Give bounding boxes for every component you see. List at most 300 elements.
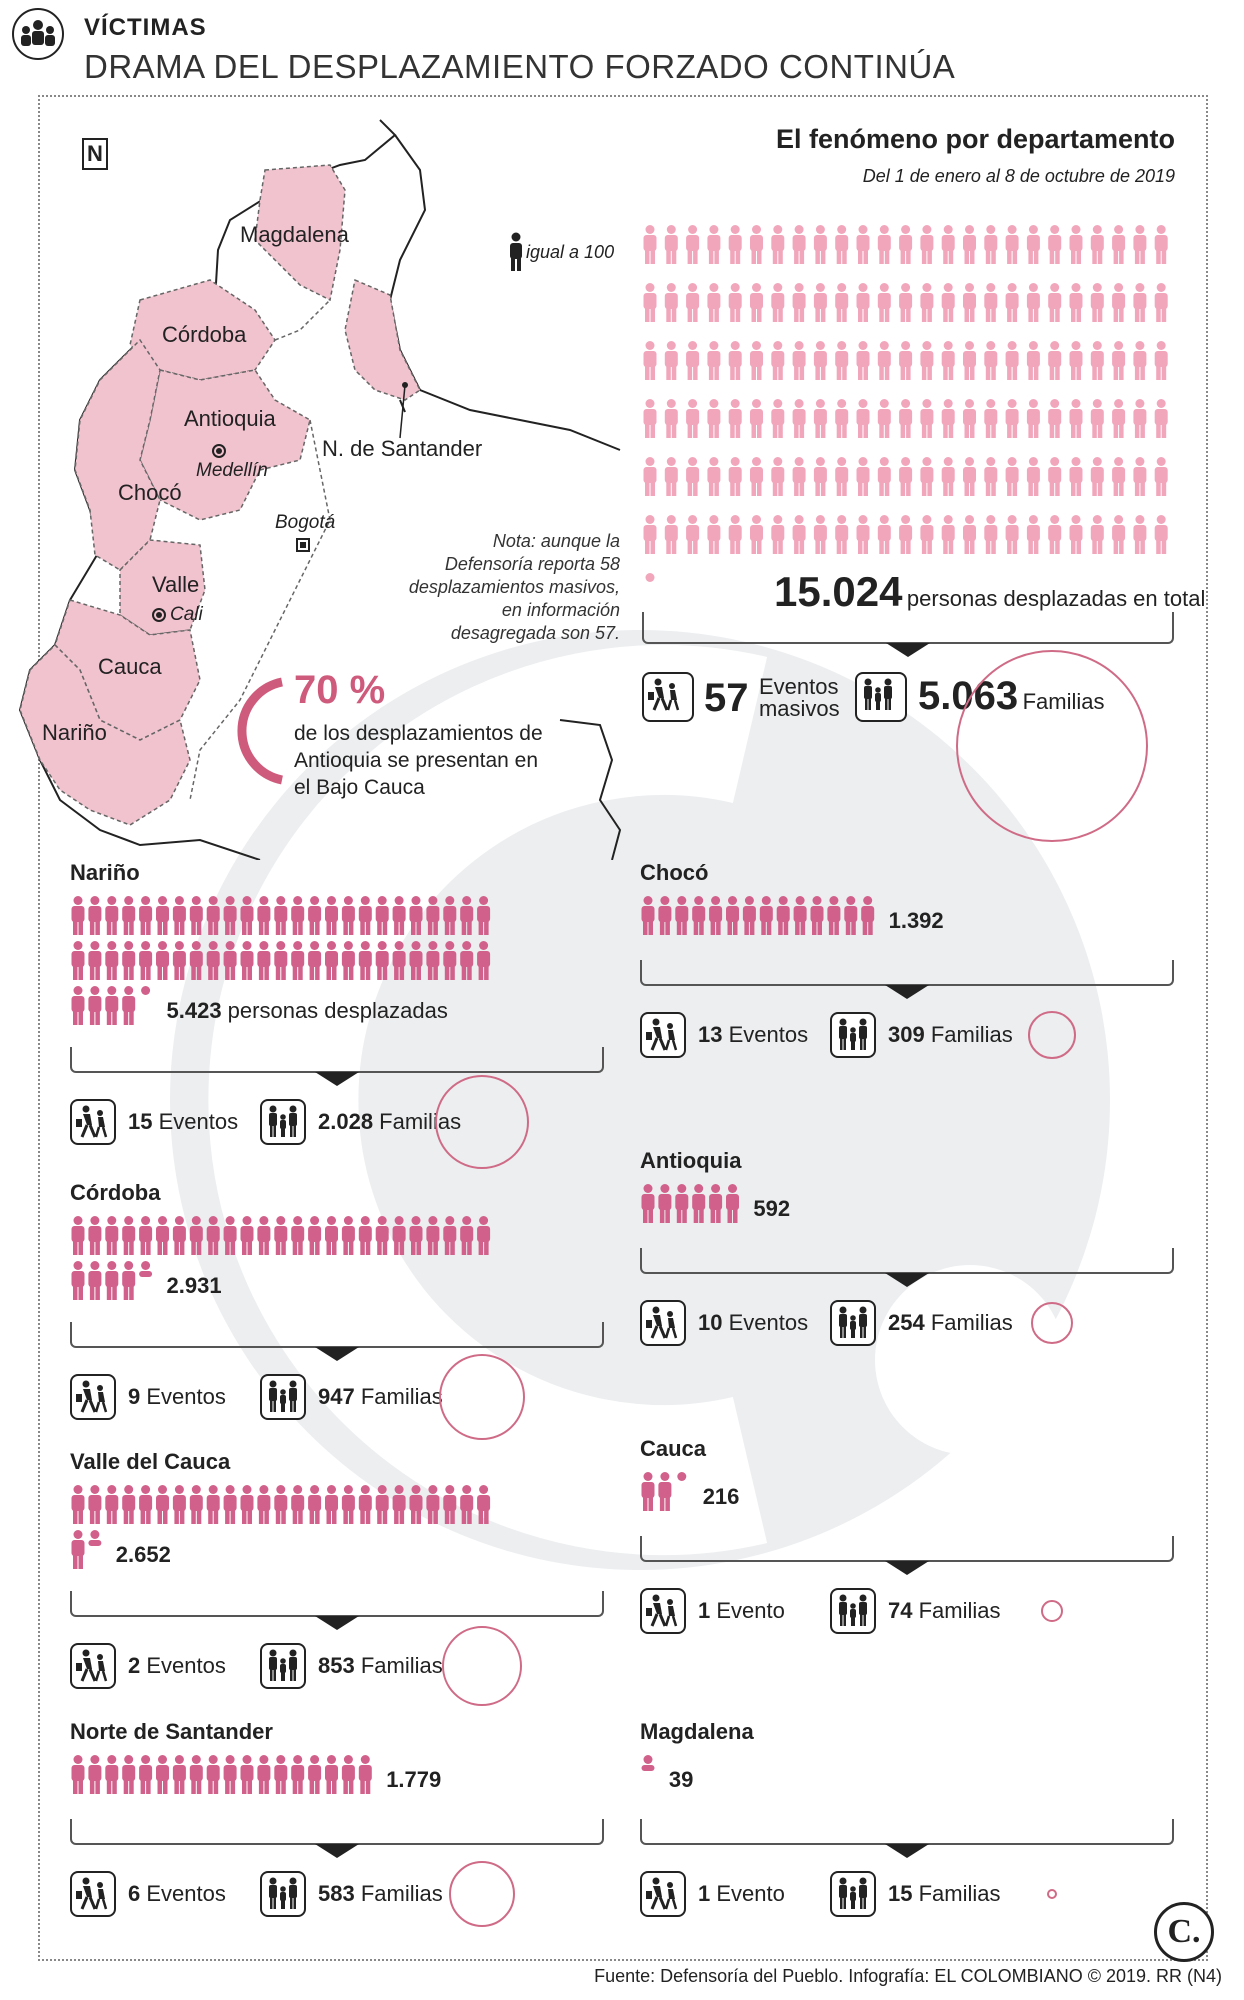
person-icon <box>686 225 699 264</box>
person-icon <box>1027 515 1040 554</box>
person-icon <box>156 896 169 935</box>
person-icon <box>291 1755 304 1794</box>
person-icon <box>1112 399 1125 438</box>
person-icon <box>920 283 933 322</box>
person-icon <box>920 225 933 264</box>
department-title: Nariño <box>70 860 140 885</box>
person-icon <box>426 941 439 980</box>
person-icon <box>156 1485 169 1524</box>
person-icon <box>771 399 784 438</box>
person-icon <box>1112 341 1125 380</box>
department-persons-value: 1.392 <box>888 908 944 933</box>
person-icon <box>190 896 203 935</box>
map-label-medellin: Medellín <box>196 460 268 481</box>
person-icon <box>984 225 997 264</box>
person-icon <box>88 1755 101 1794</box>
person-icon <box>1133 457 1146 496</box>
family-icon <box>830 1588 876 1634</box>
department-events-label: Evento <box>716 1881 785 1906</box>
department-families-value: 74 <box>888 1598 919 1623</box>
person-icon <box>257 1755 270 1794</box>
person-icon <box>686 399 699 438</box>
person-icon <box>173 1216 186 1255</box>
person-icon <box>878 341 891 380</box>
person-icon <box>139 1216 152 1255</box>
person-icon <box>984 457 997 496</box>
displacement-event-icon <box>70 1871 116 1917</box>
department-events-value: 1 <box>698 1598 717 1623</box>
department-events-label: Eventos <box>728 1022 809 1047</box>
displacement-event-icon <box>640 1300 686 1346</box>
person-icon <box>1048 457 1061 496</box>
person-icon <box>658 896 671 935</box>
person-icon <box>241 1755 254 1794</box>
person-icon <box>1070 457 1083 496</box>
person-icon <box>443 1216 456 1255</box>
department-persons-label: personas desplazadas <box>221 998 448 1023</box>
person-icon <box>1070 515 1083 554</box>
person-icon <box>771 341 784 380</box>
person-icon <box>139 896 152 935</box>
person-icon <box>190 941 203 980</box>
person-icon <box>1006 515 1019 554</box>
map-label-antioquia: Antioquia <box>184 406 276 431</box>
person-icon <box>325 1755 338 1794</box>
person-icon <box>173 896 186 935</box>
department-events <box>128 1653 226 1679</box>
department-events-value: 10 <box>698 1310 729 1335</box>
person-icon <box>88 1216 101 1255</box>
person-icon <box>665 225 678 264</box>
department-persons <box>167 998 448 1024</box>
person-icon <box>224 1485 237 1524</box>
person-icon <box>658 1184 671 1223</box>
person-icon <box>72 1261 85 1300</box>
person-icon <box>665 457 678 496</box>
person-icon <box>274 896 287 935</box>
person-icon <box>1006 457 1019 496</box>
department-title: Cauca <box>640 1436 707 1461</box>
partial-person-icon <box>359 1755 372 1794</box>
person-icon <box>460 1485 473 1524</box>
person-icon <box>827 896 840 935</box>
person-icon <box>793 341 806 380</box>
person-icon <box>376 1485 389 1524</box>
person-icon <box>207 1485 220 1524</box>
department-families <box>888 1310 1013 1336</box>
person-icon <box>760 896 773 935</box>
department-arrow-icon <box>885 1844 929 1858</box>
person-icon <box>729 283 742 322</box>
department-families <box>318 1384 443 1410</box>
person-icon <box>173 1485 186 1524</box>
person-icon <box>984 283 997 322</box>
families-circle <box>1047 1889 1057 1899</box>
person-icon <box>793 457 806 496</box>
person-icon <box>190 1485 203 1524</box>
total-title: El fenómeno por departamento <box>775 124 1175 154</box>
person-icon <box>72 1485 85 1524</box>
person-icon <box>257 1485 270 1524</box>
person-icon <box>156 941 169 980</box>
department-title: Magdalena <box>640 1719 754 1744</box>
person-icon <box>376 941 389 980</box>
department-persons <box>669 1767 693 1793</box>
department-events-value: 6 <box>128 1881 147 1906</box>
person-icon <box>1091 283 1104 322</box>
person-icon <box>122 1261 135 1300</box>
displacement-event-icon <box>642 672 694 722</box>
person-icon <box>393 896 406 935</box>
person-icon <box>793 225 806 264</box>
person-icon <box>857 399 870 438</box>
department-events-value: 15 <box>128 1109 159 1134</box>
city-marker-icon <box>152 608 166 622</box>
families-circle <box>449 1861 515 1927</box>
department-title: Antioquia <box>640 1148 742 1173</box>
person-icon <box>835 283 848 322</box>
person-icon <box>342 1755 355 1794</box>
person-icon <box>878 515 891 554</box>
person-icon <box>1048 399 1061 438</box>
person-icon <box>257 896 270 935</box>
person-icon <box>72 1755 85 1794</box>
person-icon <box>771 515 784 554</box>
person-icon <box>105 1485 118 1524</box>
department-arrow-icon <box>315 1072 359 1086</box>
person-icon <box>291 896 304 935</box>
person-icon <box>984 515 997 554</box>
department-events-label: Eventos <box>146 1384 226 1409</box>
person-icon <box>644 399 657 438</box>
person-icon <box>750 515 763 554</box>
person-icon <box>920 457 933 496</box>
person-icon <box>729 399 742 438</box>
person-icon <box>963 225 976 264</box>
department-section <box>70 860 610 1134</box>
person-icon <box>793 399 806 438</box>
department-families-value: 583 <box>318 1881 361 1906</box>
partial-person-icon <box>139 1261 152 1277</box>
department-bracket <box>640 960 1174 986</box>
department-bracket <box>70 1819 604 1845</box>
person-icon <box>477 941 490 980</box>
person-icon <box>1070 225 1083 264</box>
department-families-value: 2.028 <box>318 1109 380 1134</box>
person-icon <box>224 1755 237 1794</box>
partial-person-icon <box>646 573 655 582</box>
person-icon <box>207 941 220 980</box>
department-title: Valle del Cauca <box>70 1449 231 1474</box>
person-icon <box>814 283 827 322</box>
person-icon <box>1155 399 1168 438</box>
person-icon <box>942 283 955 322</box>
department-section <box>640 1719 1180 1959</box>
person-icon <box>1155 515 1168 554</box>
person-icon <box>686 457 699 496</box>
department-bracket <box>640 1248 1174 1274</box>
person-icon <box>878 457 891 496</box>
department-persons <box>889 908 944 934</box>
person-icon <box>642 1472 655 1511</box>
department-families <box>888 1598 1001 1624</box>
person-icon <box>686 341 699 380</box>
total-subtitle: Del 1 de enero al 8 de octubre de 2019 <box>862 166 1175 186</box>
north-arrow-icon: N <box>82 138 108 170</box>
department-events-label: Eventos <box>728 1310 809 1335</box>
person-icon <box>835 399 848 438</box>
person-icon <box>139 1755 152 1794</box>
person-icon <box>811 896 824 935</box>
person-icon <box>376 1216 389 1255</box>
person-icon <box>72 896 85 935</box>
department-events <box>128 1384 226 1410</box>
family-icon <box>855 672 907 722</box>
person-icon <box>644 341 657 380</box>
person-icon <box>814 225 827 264</box>
department-families-label: Familias <box>918 1881 1001 1906</box>
family-icon <box>830 1012 876 1058</box>
department-persons <box>703 1484 740 1510</box>
total-persons-label: personas desplazadas en total <box>906 586 1206 611</box>
person-icon <box>477 1485 490 1524</box>
department-families-label: Familias <box>360 1881 443 1906</box>
department-events-label: Eventos <box>146 1881 226 1906</box>
partial-person-icon <box>726 1184 739 1223</box>
person-icon <box>814 457 827 496</box>
person-icon <box>122 1485 135 1524</box>
department-events <box>698 1881 785 1907</box>
person-icon <box>1006 399 1019 438</box>
map-label-norte-santander: N. de Santander <box>322 436 483 461</box>
person-icon <box>963 515 976 554</box>
department-families <box>888 1881 1001 1907</box>
person-icon <box>359 1485 372 1524</box>
displacement-event-icon <box>640 1871 686 1917</box>
person-icon <box>644 283 657 322</box>
families-circle <box>435 1075 529 1169</box>
displacement-event-icon <box>70 1099 116 1145</box>
city-marker-icon <box>212 444 226 458</box>
partial-person-icon <box>88 1530 101 1546</box>
department-persons <box>116 1542 171 1568</box>
person-icon <box>729 225 742 264</box>
person-icon <box>410 941 423 980</box>
families-circle <box>1041 1600 1063 1622</box>
person-icon <box>814 515 827 554</box>
person-icon <box>257 1216 270 1255</box>
person-icon <box>963 457 976 496</box>
department-persons-value: 1.779 <box>386 1767 442 1792</box>
map-label-cali: Cali <box>170 604 203 625</box>
total-events: 57 Eventos masivos <box>704 674 840 721</box>
total-persons-value: 15.024 <box>774 568 903 615</box>
department-events <box>698 1598 785 1624</box>
person-icon <box>1048 225 1061 264</box>
person-icon <box>771 457 784 496</box>
department-families-value: 254 <box>888 1310 931 1335</box>
department-events-label: Eventos <box>146 1653 226 1678</box>
map-note: Nota: aunque la Defensoría reporta 58 desplazamientos masivos, en información desagregada son 57. <box>408 531 620 643</box>
person-icon <box>224 941 237 980</box>
person-icon <box>1155 457 1168 496</box>
person-icon <box>729 515 742 554</box>
displacement-event-icon <box>70 1374 116 1420</box>
person-icon <box>443 1485 456 1524</box>
department-title: Córdoba <box>70 1180 161 1205</box>
person-icon <box>207 1755 220 1794</box>
legend-text: igual a 100 <box>526 242 615 262</box>
person-icon <box>1155 283 1168 322</box>
person-icon <box>1155 225 1168 264</box>
person-icon <box>477 1216 490 1255</box>
person-icon <box>675 896 688 935</box>
person-icon <box>1048 341 1061 380</box>
person-icon <box>707 283 720 322</box>
person-icon <box>122 986 135 1025</box>
department-events-value: 1 <box>698 1881 717 1906</box>
person-icon <box>460 1216 473 1255</box>
person-icon <box>942 399 955 438</box>
person-icon <box>675 1184 688 1223</box>
person-icon <box>1155 341 1168 380</box>
department-section <box>640 1148 1180 1388</box>
person-icon <box>942 225 955 264</box>
map-label-valle: Valle <box>152 572 200 597</box>
person-icon <box>72 1530 85 1569</box>
department-families <box>888 1022 1013 1048</box>
percent-arc <box>226 676 286 786</box>
family-icon <box>830 1300 876 1346</box>
person-icon <box>359 896 372 935</box>
person-icon <box>1027 283 1040 322</box>
total-families-circle <box>956 650 1148 842</box>
department-persons-value: 216 <box>702 1484 740 1509</box>
department-persons-value: 592 <box>753 1196 791 1221</box>
person-icon <box>308 896 321 935</box>
person-icon <box>709 896 722 935</box>
callout-text: de los desplazamientos de Antioquia se presentan en el Bajo Cauca <box>294 722 543 799</box>
department-events-value: 9 <box>128 1384 147 1409</box>
map-label-narino: Nariño <box>42 720 107 745</box>
person-icon <box>794 896 807 935</box>
total-bracket <box>642 612 1174 644</box>
person-icon <box>750 225 763 264</box>
person-icon <box>835 225 848 264</box>
person-icon <box>1112 225 1125 264</box>
person-icon <box>1133 283 1146 322</box>
person-icon <box>899 399 912 438</box>
department-title: Norte de Santander <box>70 1719 273 1744</box>
person-icon <box>835 457 848 496</box>
person-icon <box>241 1485 254 1524</box>
person-icon <box>707 399 720 438</box>
person-icon <box>308 941 321 980</box>
person-icon <box>257 941 270 980</box>
person-icon <box>291 941 304 980</box>
person-icon <box>156 1216 169 1255</box>
person-icon <box>1006 283 1019 322</box>
person-icon <box>122 941 135 980</box>
person-icon <box>393 1485 406 1524</box>
person-icon <box>443 896 456 935</box>
person-icon <box>376 896 389 935</box>
department-families-label: Familias <box>930 1022 1013 1047</box>
person-icon <box>750 457 763 496</box>
families-circle <box>439 1354 525 1440</box>
person-icon <box>105 1755 118 1794</box>
department-bracket <box>70 1047 604 1073</box>
person-icon <box>88 1485 101 1524</box>
person-icon <box>274 1755 287 1794</box>
person-icon <box>1048 515 1061 554</box>
person-icon <box>139 1485 152 1524</box>
person-icon <box>707 515 720 554</box>
person-icon <box>942 341 955 380</box>
person-icon <box>477 896 490 935</box>
department-families-value: 947 <box>318 1384 361 1409</box>
person-icon <box>644 457 657 496</box>
person-icon <box>857 515 870 554</box>
person-icon <box>942 515 955 554</box>
person-icon <box>1006 225 1019 264</box>
department-persons <box>386 1767 441 1793</box>
family-icon <box>260 1871 306 1917</box>
person-icon <box>224 896 237 935</box>
person-icon <box>426 1216 439 1255</box>
person-icon <box>692 896 705 935</box>
person-icon <box>642 896 655 935</box>
person-icon <box>814 399 827 438</box>
person-icon <box>729 457 742 496</box>
person-icon <box>963 283 976 322</box>
person-icon <box>410 896 423 935</box>
person-icon <box>274 1485 287 1524</box>
person-icon <box>410 1216 423 1255</box>
partial-person-icon <box>141 986 150 995</box>
person-icon <box>173 941 186 980</box>
person-icon <box>88 896 101 935</box>
person-icon <box>793 515 806 554</box>
person-icon <box>1027 457 1040 496</box>
person-icon <box>707 457 720 496</box>
person-icon <box>777 896 790 935</box>
person-icon <box>878 399 891 438</box>
header-kicker: VÍCTIMAS <box>84 14 207 41</box>
person-icon <box>342 896 355 935</box>
person-icon <box>105 986 118 1025</box>
person-icon <box>122 1216 135 1255</box>
department-title: Chocó <box>640 860 709 885</box>
person-icon <box>899 457 912 496</box>
logo: C. <box>1154 1902 1214 1962</box>
person-icon <box>342 1485 355 1524</box>
department-events <box>128 1881 226 1907</box>
person-icon <box>665 283 678 322</box>
person-icon <box>308 1755 321 1794</box>
person-icon <box>207 896 220 935</box>
person-icon <box>644 515 657 554</box>
person-icon <box>793 283 806 322</box>
person-icon <box>88 986 101 1025</box>
person-icon <box>359 1216 372 1255</box>
person-icon <box>291 1485 304 1524</box>
department-families-label: Familias <box>360 1384 443 1409</box>
person-icon <box>707 225 720 264</box>
department-families <box>318 1881 443 1907</box>
person-icon <box>1091 399 1104 438</box>
person-icon <box>325 941 338 980</box>
